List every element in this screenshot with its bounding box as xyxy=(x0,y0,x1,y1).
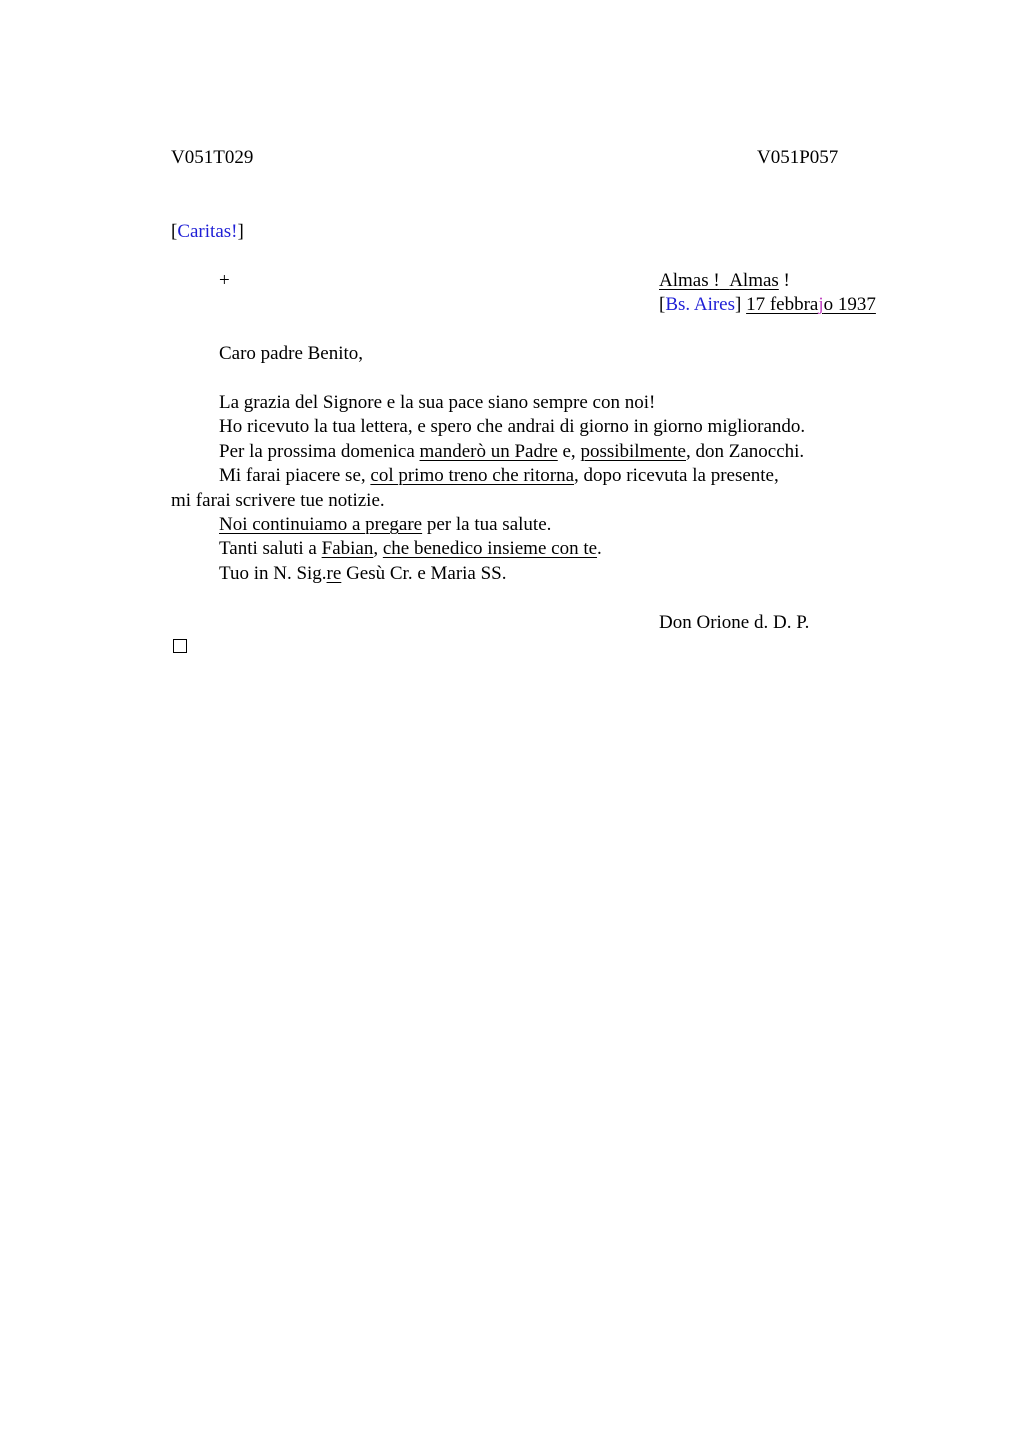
almas-2: Almas xyxy=(729,270,779,291)
page-id: V051P057 xyxy=(757,147,839,168)
body-line-5: mi farai scrivere tue notizie. xyxy=(171,490,385,511)
date xyxy=(746,294,876,315)
body-line-8: Tuo in N. Sig.re Gesù Cr. e Maria SS. xyxy=(219,563,507,584)
dateline-place-date xyxy=(659,293,876,317)
body-line-3: Per la prossima domenica manderò un Padre e, possibilmente, don Zanocchi. xyxy=(219,441,805,462)
place-open-bracket: [ xyxy=(659,294,666,315)
underlined-phrase: Fabian xyxy=(321,538,374,559)
square-outline-icon xyxy=(173,639,187,653)
date-part-2: o 1937 xyxy=(823,294,876,315)
text-id: V051T029 xyxy=(171,147,254,168)
place: Bs. Aires xyxy=(665,294,736,315)
motto xyxy=(171,220,244,244)
body-line-6: Noi continuiamo a pregare per la tua salute. xyxy=(219,514,552,535)
dateline-almas xyxy=(659,269,790,293)
place-close-bracket: ] xyxy=(735,294,742,315)
almas-1: Almas ! xyxy=(659,270,720,291)
underlined-phrase: Noi continuiamo a pregare xyxy=(219,514,423,535)
signature: Don Orione d. D. P. xyxy=(659,612,810,633)
salutation: Caro padre Benito, xyxy=(219,343,364,364)
underlined-phrase: manderò un Padre xyxy=(419,441,558,462)
almas-excl: ! xyxy=(778,270,790,291)
underlined-phrase: col primo treno che ritorna xyxy=(370,465,575,486)
body-line-2: Ho ricevuto la tua lettera, e spero che andrai di giorno in giorno migliorando. xyxy=(219,416,806,437)
body-line-1: La grazia del Signore e la sua pace siano sempre con noi! xyxy=(219,392,656,413)
body-line-7: Tanti saluti a Fabian, che benedico insieme con te. xyxy=(219,538,602,559)
date-part-1: 17 febbra xyxy=(746,294,819,315)
underlined-phrase: re xyxy=(326,563,342,584)
motto-text: Caritas! xyxy=(177,221,238,242)
cross-mark: + xyxy=(219,270,230,291)
motto-open-bracket: [ xyxy=(171,221,178,242)
body-line-4: Mi farai piacere se, col primo treno che ritorna, dopo ricevuta la presente, xyxy=(219,465,779,486)
underlined-phrase: che benedico insieme con te xyxy=(382,538,598,559)
motto-close-bracket: ] xyxy=(237,221,244,242)
underlined-phrase: possibilmente xyxy=(580,441,686,462)
date-insert: j xyxy=(818,294,824,315)
